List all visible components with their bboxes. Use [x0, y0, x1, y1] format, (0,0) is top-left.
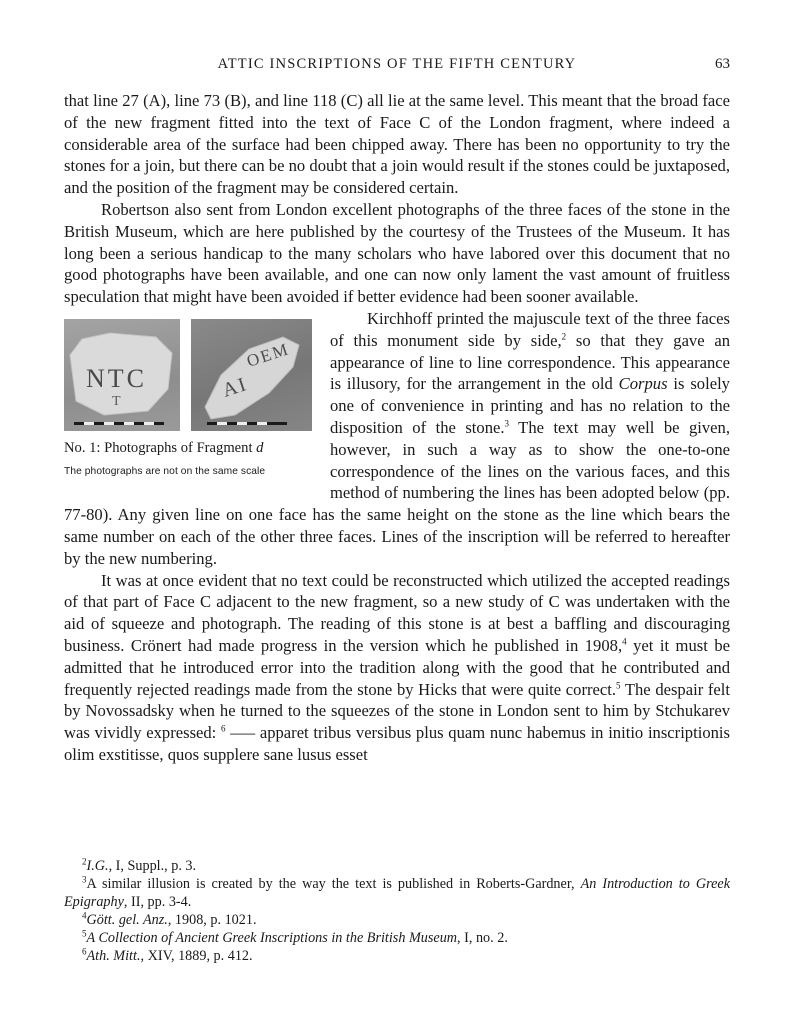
caption-letter: d — [256, 439, 264, 456]
footnote-3: $^3$A similar illusion is created by the way the text is published in Roberts-Gardner, An Introduction to Greek Epigraphy, II, pp. 3-4. — [64, 874, 730, 910]
inscribed-letters: AI — [219, 373, 251, 402]
figure-photos — [64, 319, 312, 431]
scale-bar — [207, 422, 287, 425]
figure-note: The photographs are not on the same scale — [64, 465, 266, 477]
footnote-ref-6[interactable]: 6 — [221, 723, 226, 734]
stone-photo-a — [64, 319, 180, 431]
footnote-4: $^4$Gött. gel. Anz., 1908, p. 1021. — [82, 909, 257, 928]
footnote-ref-2[interactable]: 2 — [561, 331, 567, 342]
running-head — [64, 56, 730, 78]
footnotes — [64, 858, 730, 965]
paragraph-3: Kirchhoff printed the majuscule text of the three faces of this monument side by side,$^2$ so that they gave an appearance of line to line correspondence. This appearance is illusory, for the arrangement in the old Corpus is solely one of convenience in printing and has no relation to the disposition of the stone.$^3$ The text may well be given, however, in such a way as to show the one-to-one correspondence of the lines on the various faces, and this method of numbering the lines has been adopted below (pp. 77-80). Any given line on one face has the same height on the stone as the line which bears the same number on each of the other three faces. Lines of the inscription will be referred to hereafter by the new numbering. — [64, 308, 730, 568]
stone-photo-b — [191, 319, 312, 431]
footnote-6: $^6$Ath. Mitt., XIV, 1889, p. 412. — [82, 945, 253, 964]
figure-fragment-d — [64, 319, 312, 483]
inscribed-letters: NTC — [86, 363, 147, 393]
scale-bar — [74, 422, 164, 425]
inscribed-letter-2: T — [112, 393, 121, 409]
figure-caption — [64, 439, 312, 457]
paragraph-2: Robertson also sent from London excellent photographs of the three faces of the stone in the British Museum, which are here published by the courtesy of the Trustees of the Museum. It has long been a serious handicap to the many scholars who have labored over this document that no good photographs have been available, and one can now only lament the vast amount of fruitless speculation that might have been avoided if better evidence had been sooner available. — [64, 199, 730, 307]
caption-text: Photographs of Fragment — [104, 439, 253, 456]
running-title: ATTIC INSCRIPTIONS OF THE FIFTH CENTURY — [217, 56, 577, 72]
paragraph-1: that line 27 (A), line 73 (B), and line 118 (C) all lie at the same level. This meant that the broad face of the new fragment fitted into the text of Face C of the London fragment, where indeed a considerable area of the surface had been chipped away. There has been no opportunity to try the stones for a join, but there can be no doubt that a join would result if the stones could be juxtaposed, and the position of the fragment may be considered certain. — [64, 91, 730, 198]
footnote-5: $^5$A Collection of Ancient Greek Inscriptions in the British Museum, I, no. 2. — [82, 927, 508, 946]
paragraph-4: It was at once evident that no text could be reconstructed which utilized the accepted readings of that part of Face C adjacent to the new fragment, so a new study of C was undertaken with the aid of squeeze and photograph. The reading of this stone is at best a baffling and discouraging business. Crönert had made progress in the version which he published in 1908,$^4$ yet it must be admitted that he introduced error into the tradition along with the good that he contributed and frequently rejected readings made from the stone by Hicks that were quite correct.$^5$ The despair felt by Novossadsky when he turned to the squeezes of the stone in London sent to him by Stchukarev was vividly expressed: $^6$ ––– apparet tribus versibus plus quam nunc habemus in initio inscriptionis olim exstitisse, quos supplere sane lusus esset — [64, 570, 730, 764]
footnote-ref-3[interactable]: 3 — [504, 418, 510, 429]
photo-fragment-face-a — [64, 319, 180, 431]
footnote-ref-4[interactable]: 4 — [622, 636, 627, 647]
page-number: 63 — [715, 56, 730, 72]
photo-fragment-face-b — [191, 319, 312, 431]
footnote-2: $^2$I.G., I, Suppl., p. 3. — [82, 856, 197, 874]
footnote-ref-5[interactable]: 5 — [616, 679, 621, 690]
body-text — [64, 90, 730, 766]
caption-label: No. 1: — [64, 439, 101, 456]
inscribed-letters-2: OEM — [244, 339, 292, 371]
